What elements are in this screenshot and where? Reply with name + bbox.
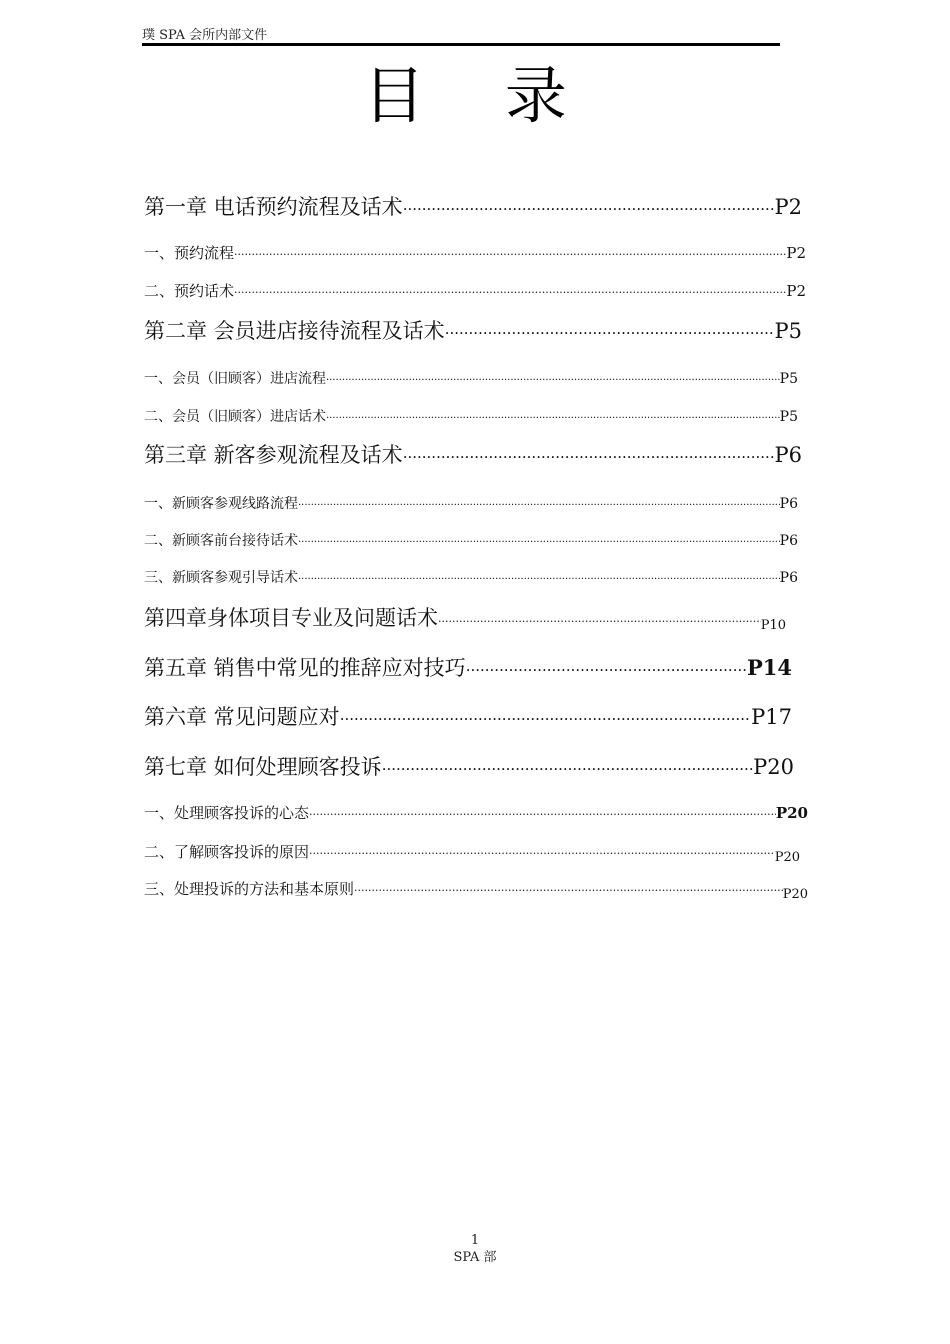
- toc-page: P2: [774, 195, 802, 219]
- dot-leader: [298, 569, 780, 591]
- toc-page: P10: [760, 618, 786, 633]
- toc-label: 第四章身体项目专业及问题话术: [144, 606, 438, 630]
- page-title: 目 录: [363, 59, 597, 132]
- toc-page: P20: [775, 804, 808, 822]
- footer-department: SPA 部: [453, 1250, 497, 1265]
- dot-leader: [309, 804, 776, 826]
- toc-label: 第六章 常见问题应对: [144, 705, 340, 729]
- toc-label: 第三章 新客参观流程及话术: [144, 443, 403, 467]
- dot-leader: [438, 608, 761, 636]
- dot-leader: [298, 532, 780, 554]
- toc-section-3-2[interactable]: [144, 530, 798, 554]
- dot-leader: [326, 370, 780, 392]
- page-number: 1: [470, 1233, 480, 1248]
- toc-section-3-1[interactable]: [144, 493, 798, 517]
- dot-leader: [354, 880, 783, 902]
- toc-label: 一、处理顾客投诉的心态: [144, 804, 310, 822]
- dot-leader: [382, 755, 753, 783]
- toc-label: 三、处理投诉的方法和基本原则: [144, 880, 355, 898]
- toc-label: 二、会员（旧顾客）进店话术: [144, 409, 326, 425]
- toc-label: 第二章 会员进店接待流程及话术: [144, 319, 445, 343]
- toc-chapter-7[interactable]: [144, 753, 794, 783]
- toc-label: 一、预约流程: [144, 244, 235, 262]
- toc-section-7-2[interactable]: [144, 841, 800, 865]
- toc-page: P6: [779, 570, 798, 586]
- toc-label: 三、新顾客参观引导话术: [144, 570, 298, 586]
- toc-section-7-3[interactable]: [144, 878, 808, 902]
- toc-chapter-4[interactable]: [144, 604, 786, 636]
- toc-page: P17: [751, 705, 792, 729]
- toc-section-2-1[interactable]: [144, 368, 798, 392]
- toc-label: 第一章 电话预约流程及话术: [144, 195, 403, 219]
- toc-page: P2: [786, 244, 806, 262]
- toc-label: 第五章 销售中常见的推辞应对技巧: [144, 656, 466, 680]
- toc-page: P20: [753, 755, 794, 779]
- toc-page: P6: [774, 443, 802, 467]
- toc-label: 二、预约话术: [144, 282, 235, 300]
- toc-label: 二、了解顾客投诉的原因: [144, 843, 310, 861]
- toc-section-2-2[interactable]: [144, 406, 798, 430]
- header-text: 璞 SPA 会所内部文件: [142, 28, 268, 43]
- toc-chapter-2[interactable]: [144, 317, 802, 347]
- toc-label: 一、会员（旧顾客）进店流程: [144, 371, 326, 387]
- toc-page: P5: [779, 371, 798, 387]
- dot-leader: [445, 319, 775, 347]
- toc-label: 二、新顾客前台接待话术: [144, 533, 298, 549]
- dot-leader: [298, 495, 780, 517]
- dot-leader: [403, 195, 775, 223]
- toc-page: P20: [782, 887, 808, 902]
- toc-page: P2: [786, 282, 806, 300]
- header-rule: [142, 43, 780, 46]
- toc-section-7-1[interactable]: [144, 802, 808, 826]
- dot-leader: [466, 656, 747, 684]
- toc-page: P5: [774, 319, 802, 343]
- toc-chapter-5[interactable]: [144, 654, 792, 684]
- toc-page: P6: [779, 533, 798, 549]
- toc-chapter-1[interactable]: [144, 193, 802, 223]
- dot-leader: [234, 244, 786, 266]
- toc-label: 一、新顾客参观线路流程: [144, 496, 298, 512]
- toc-section-3-3[interactable]: [144, 567, 798, 591]
- dot-leader: [403, 443, 775, 471]
- toc-chapter-3[interactable]: [144, 441, 802, 471]
- toc-page: P14: [746, 655, 792, 680]
- toc-page: P6: [779, 496, 798, 512]
- toc-page: P20: [774, 850, 800, 865]
- dot-leader: [309, 843, 775, 865]
- toc-section-1-2[interactable]: [144, 280, 806, 304]
- toc-page: P5: [779, 409, 798, 425]
- toc-section-1-1[interactable]: [144, 242, 806, 266]
- toc-chapter-6[interactable]: [144, 703, 792, 733]
- dot-leader: [340, 705, 751, 733]
- toc-label: 第七章 如何处理顾客投诉: [144, 755, 382, 779]
- dot-leader: [326, 408, 780, 430]
- dot-leader: [234, 282, 786, 304]
